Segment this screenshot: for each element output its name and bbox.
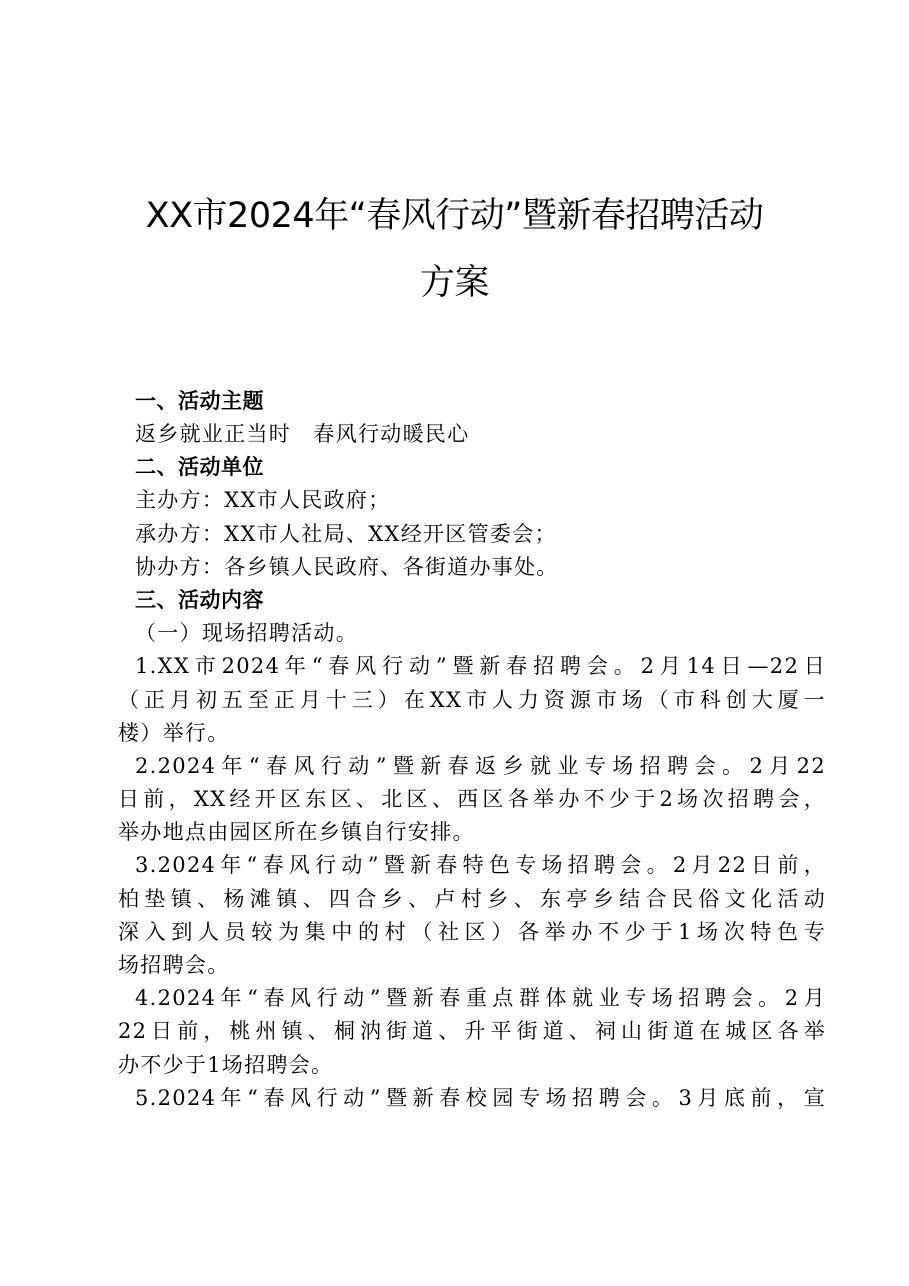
paragraph-line: （正月初五至正月十三）在XX市人力资源市场（市科创大厦一 xyxy=(118,688,826,712)
document-title-line-2: 方案 xyxy=(419,263,489,303)
paragraph-line: 场招聘会。 xyxy=(118,953,230,977)
subsection-heading-onsite: （一）现场招聘活动。 xyxy=(135,621,358,645)
paragraph-line: 办不少于1场招聘会。 xyxy=(118,1053,334,1077)
paragraph-line: 1.XX市2024年“春风行动”暨新春招聘会。2月14日—22日 xyxy=(135,654,826,678)
paragraph-line: 3.2024年“春风行动”暨新春特色专场招聘会。2月22日前， xyxy=(135,853,826,877)
theme-text: 返乡就业正当时 春风行动暖民心 xyxy=(135,422,470,446)
organizer-line: 主办方：XX市人民政府； xyxy=(135,488,391,512)
co-organizer-line: 协办方：各乡镇人民政府、各街道办事处。 xyxy=(135,555,559,579)
paragraph-line: 楼）举行。 xyxy=(118,721,230,745)
paragraph-line: 22日前，桃州镇、桐汭街道、升平街道、祠山街道在城区各举 xyxy=(118,1019,826,1043)
paragraph-line: 深入到人员较为集中的村（社区）各举办不少于1场次特色专 xyxy=(118,920,826,944)
paragraph-line: 日前，XX经开区东区、北区、西区各举办不少于2场次招聘会， xyxy=(118,787,826,811)
paragraph-line: 柏垫镇、杨滩镇、四合乡、卢村乡、东亭乡结合民俗文化活动 xyxy=(118,887,826,911)
section-heading-content: 三、活动内容 xyxy=(135,588,264,612)
paragraph-line: 举办地点由园区所在乡镇自行安排。 xyxy=(118,820,475,844)
undertaker-line: 承办方：XX市人社局、XX经开区管委会； xyxy=(135,522,557,546)
document-title-line-1: XX市2024年“春风行动”暨新春招聘活动 xyxy=(145,196,764,236)
paragraph-line: 5.2024年“春风行动”暨新春校园专场招聘会。3月底前，宣 xyxy=(135,1086,826,1110)
section-heading-theme: 一、活动主题 xyxy=(135,389,264,413)
paragraph-line: 4.2024年“春风行动”暨新春重点群体就业专场招聘会。2月 xyxy=(135,986,826,1010)
section-heading-units: 二、活动单位 xyxy=(135,455,264,479)
paragraph-line: 2.2024年“春风行动”暨新春返乡就业专场招聘会。2月22 xyxy=(135,754,826,778)
